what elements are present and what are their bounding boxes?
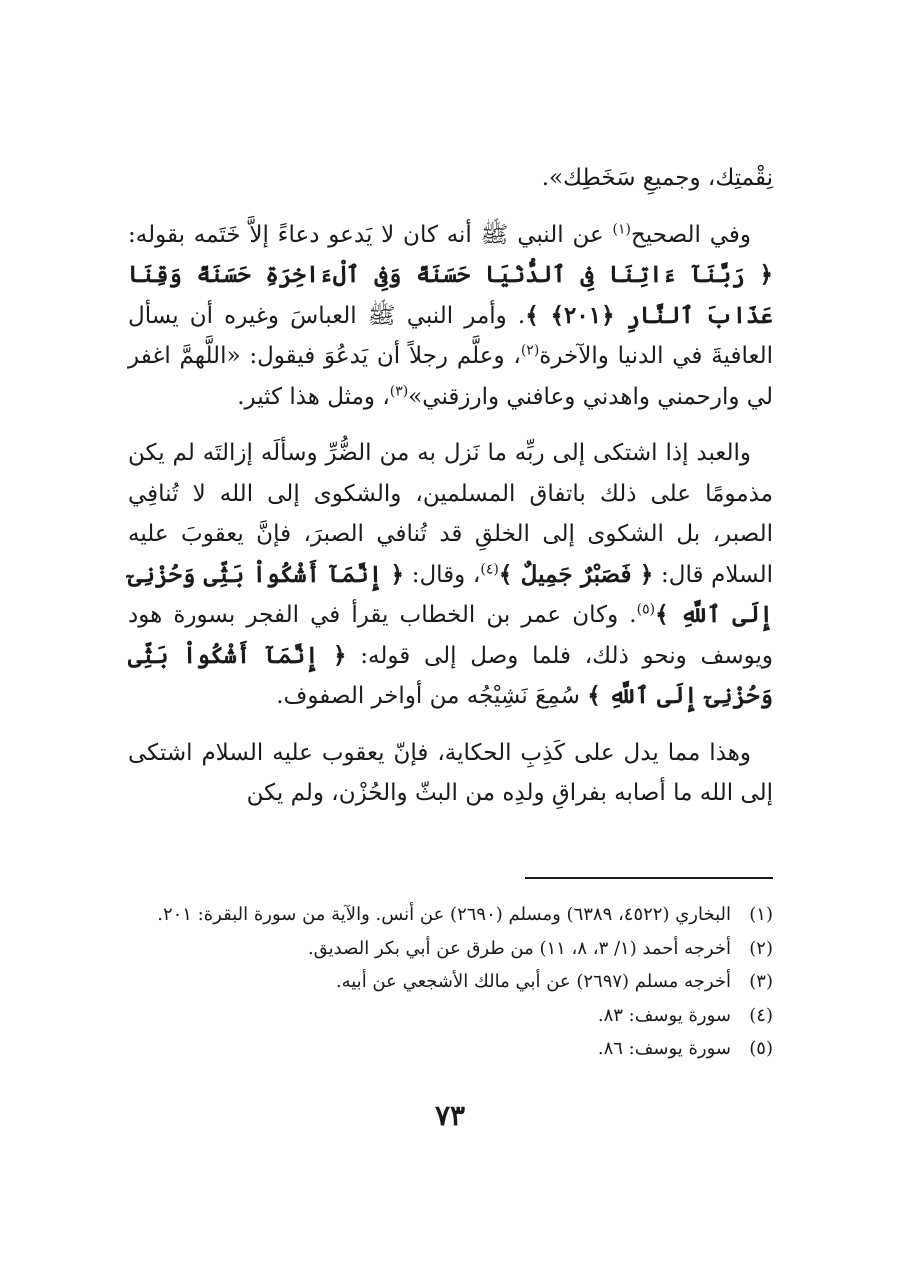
text-run: ، ومثل هذا كثير. — [237, 383, 390, 410]
footnote-item — [128, 898, 773, 932]
footnote-ref-4[interactable]: (٤) — [480, 560, 499, 577]
text-run: . وأمر النبي ﷺ العباسَ وغيره أن يسأل العافيةَ في الدنيا والآخرة — [128, 302, 773, 369]
footnote-number: (٢) — [749, 937, 773, 959]
footnote-ref-2[interactable]: (٢) — [520, 342, 540, 359]
footnote-item — [128, 999, 773, 1033]
paragraph-3: وهذا مما يدل على كَذِبِ الحكاية، فإنّ يعقوب عليه السلام اشتكى إلى الله ما أصابه بفراقِ ولدِه من البثّ والحُزْن، ولم يكن — [128, 739, 773, 806]
main-text — [128, 150, 773, 814]
quran-verse: ﴿ رَبَّنَآ ءَاتِنَا فِى ٱلدُّنْيَا حَسَنَةً وَفِى ٱلْءَاخِرَةِ حَسَنَةً وَقِنَا عَذَابَ ٱلنَّارِ ﴿٢٠١﴾ ﴾ — [128, 261, 774, 329]
footnote-item — [128, 1032, 773, 1066]
footnote-number: (١) — [749, 904, 773, 925]
page-number: ٧٣ — [434, 1099, 466, 1132]
footnote-item — [128, 965, 773, 999]
quran-verse: ﴿ إِنَّمَآ أَشْكُواْ بَثِّى وَحُزْنِىٓ إِلَى ٱللَّهِ ﴾ — [128, 641, 773, 709]
paragraph-2 — [128, 433, 773, 717]
text-run: وفي الصحيح — [630, 221, 751, 248]
footnote-text: البخاري (٤٥٢٢، ٦٣٨٩) ومسلم (٢٦٩٠) عن أنس. والآية من سورة البقرة: ٢٠١. — [157, 904, 731, 925]
footnote-text: سورة يوسف: ٨٦. — [597, 1038, 731, 1059]
text-run: ، وقال: — [404, 561, 481, 588]
footnote-number: (٥) — [749, 1038, 773, 1059]
footnote-ref-5[interactable]: (٥) — [636, 601, 656, 618]
text-run: والعبد إذا اشتكى إلى ربِّه ما نَزل به من الضُّرِّ وسألَه إزالتَه لم يكن مذمومًا على ذلك باتفاق المسلمين، والشكوى إلى الله لا تُنافِي الصبر، بل الشكوى إلى الخلقِ قد تُنافي الصبرَ، فإنَّ يعقوبَ عليه السلام قال: — [128, 440, 774, 588]
text-run: ، وعلَّم رجلاً أن يَدعُوَ فيقول: «اللَّهمَّ اغفر لي وارحمني واهدني وعافني وارزقني» — [128, 343, 773, 410]
footnote-text: أخرجه أحمد (١/ ٣، ٨، ١١) من طرق عن أبي بكر الصديق. — [307, 937, 731, 959]
text-run: . وكان عمر بن الخطاب يقرأ في الفجر بسورة هود ويوسف ونحو ذلك، فلما وصل إلى قوله: — [128, 602, 774, 669]
footnote-number: (٤) — [749, 1004, 773, 1026]
footnote-ref-1[interactable]: (١) — [612, 220, 631, 237]
paragraph-1 — [128, 215, 773, 418]
footnote-text: سورة يوسف: ٨٣. — [597, 1004, 731, 1026]
quran-verse: ﴿ إِنَّمَآ أَشْكُواْ بَثِّى وَحُزْنِىٓ إِلَى ٱللَّهِ ﴾ — [128, 560, 773, 628]
text-run: سُمِعَ نَشِيْجُه من أواخر الصفوف. — [276, 683, 588, 709]
footnote-number: (٣) — [749, 971, 773, 992]
footnotes — [128, 898, 773, 1066]
footnote-item — [128, 932, 773, 966]
footnote-ref-3[interactable]: (٣) — [389, 382, 409, 399]
text-run: عن النبي ﷺ أنه كان لا يَدعو دعاءً إلاَّ خَتَمه بقوله: — [128, 221, 613, 248]
footnote-divider — [525, 877, 773, 879]
footnote-text: أخرجه مسلم (٢٦٩٧) عن أبي مالك الأشجعي عن أبيه. — [335, 971, 731, 992]
quran-verse: ﴿ فَصَبْرٌ جَمِيلٌ ﴾ — [498, 560, 654, 588]
paragraph-continued: نِقْمتِك، وجميعِ سَخَطِك». — [541, 165, 773, 191]
